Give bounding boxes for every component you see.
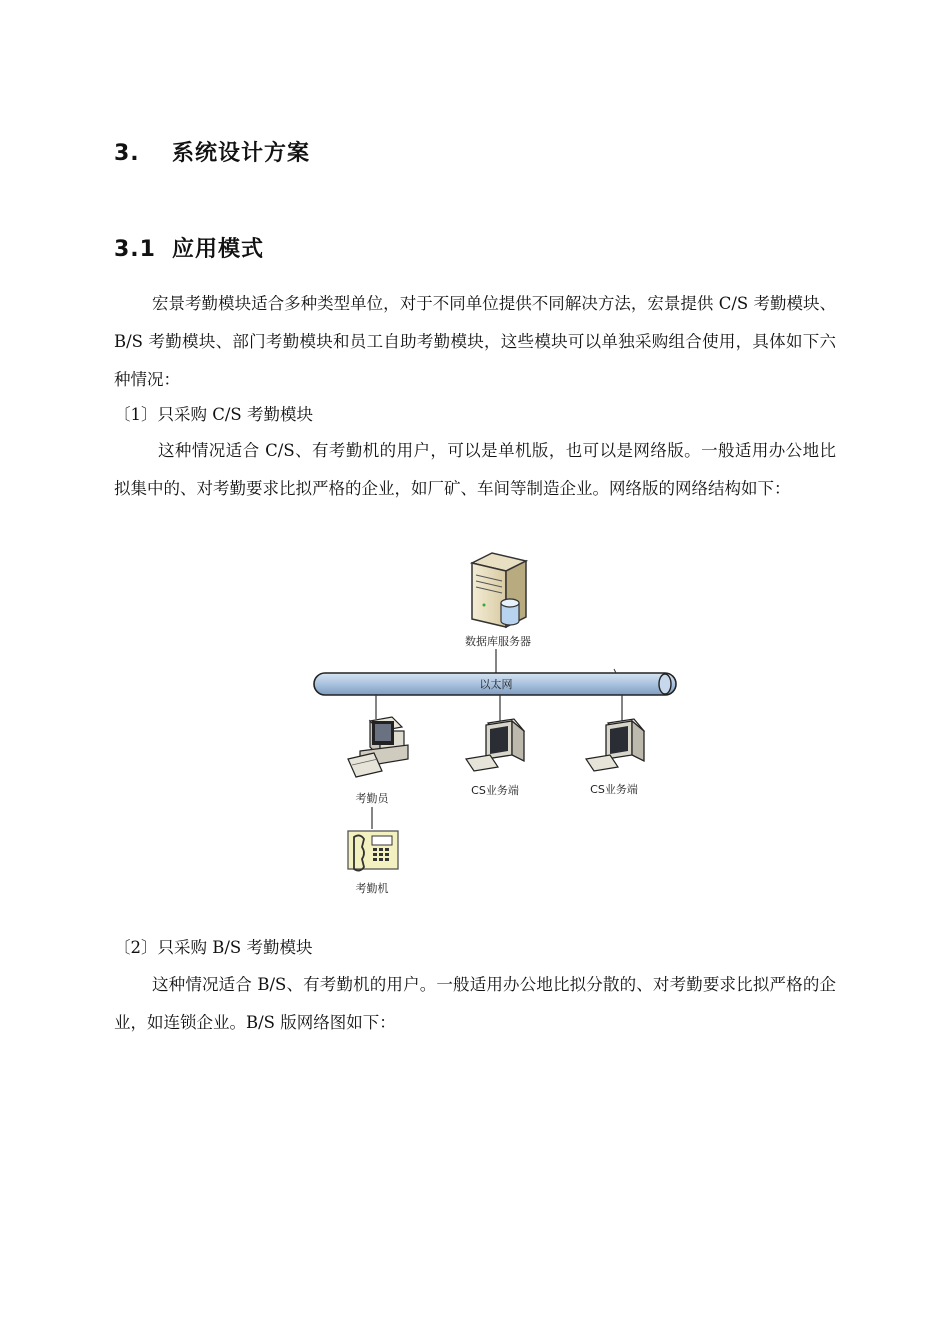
cs-client-pc-icon-2	[586, 719, 644, 771]
machine-label: 考勤机	[355, 882, 389, 895]
attendant-pc-icon	[348, 717, 408, 777]
attendance-machine-icon	[348, 831, 398, 871]
cs-client-pc-icon-1	[466, 719, 524, 771]
database-server-icon	[472, 553, 526, 627]
attendant-label: 考勤员	[355, 792, 389, 805]
server-label: 数据库服务器	[465, 635, 531, 648]
case1-title: 〔1〕只采购 C/S 考勤模块	[114, 405, 313, 424]
network-diagram	[300, 545, 700, 905]
subsection-title: 应用模式	[172, 237, 265, 262]
ethernet-label: 以太网	[479, 678, 513, 691]
client2-label: CS业务端	[590, 783, 638, 796]
client1-label: CS业务端	[471, 784, 519, 797]
section-number: 3.	[114, 141, 140, 166]
subsection-heading-3-1	[114, 232, 264, 263]
case2-title: 〔2〕只采购 B/S 考勤模块	[114, 938, 313, 957]
section-title: 系统设计方案	[172, 141, 311, 166]
case1-paragraph: 这种情况适合 C/S、有考勤机的用户，可以是单机版，也可以是网络版。一般适用办公地比拟集中的、对考勤要求比拟严格的企业，如厂矿、车间等制造企业。网络版的网络结构如下：	[114, 441, 836, 498]
section-heading-3	[114, 136, 310, 167]
subsection-number: 3.1	[114, 237, 156, 262]
intro-paragraph: 宏景考勤模块适合多种类型单位，对于不同单位提供不同解决方法，宏景提供 C/S 考勤模块、B/S 考勤模块、部门考勤模块和员工自助考勤模块，这些模块可以单独采购组合使用，具体如下六种情况：	[114, 294, 836, 389]
case2-paragraph: 这种情况适合 B/S、有考勤机的用户。一般适用办公地比拟分散的、对考勤要求比拟严格的企业，如连锁企业。B/S 版网络图如下：	[114, 975, 836, 1032]
